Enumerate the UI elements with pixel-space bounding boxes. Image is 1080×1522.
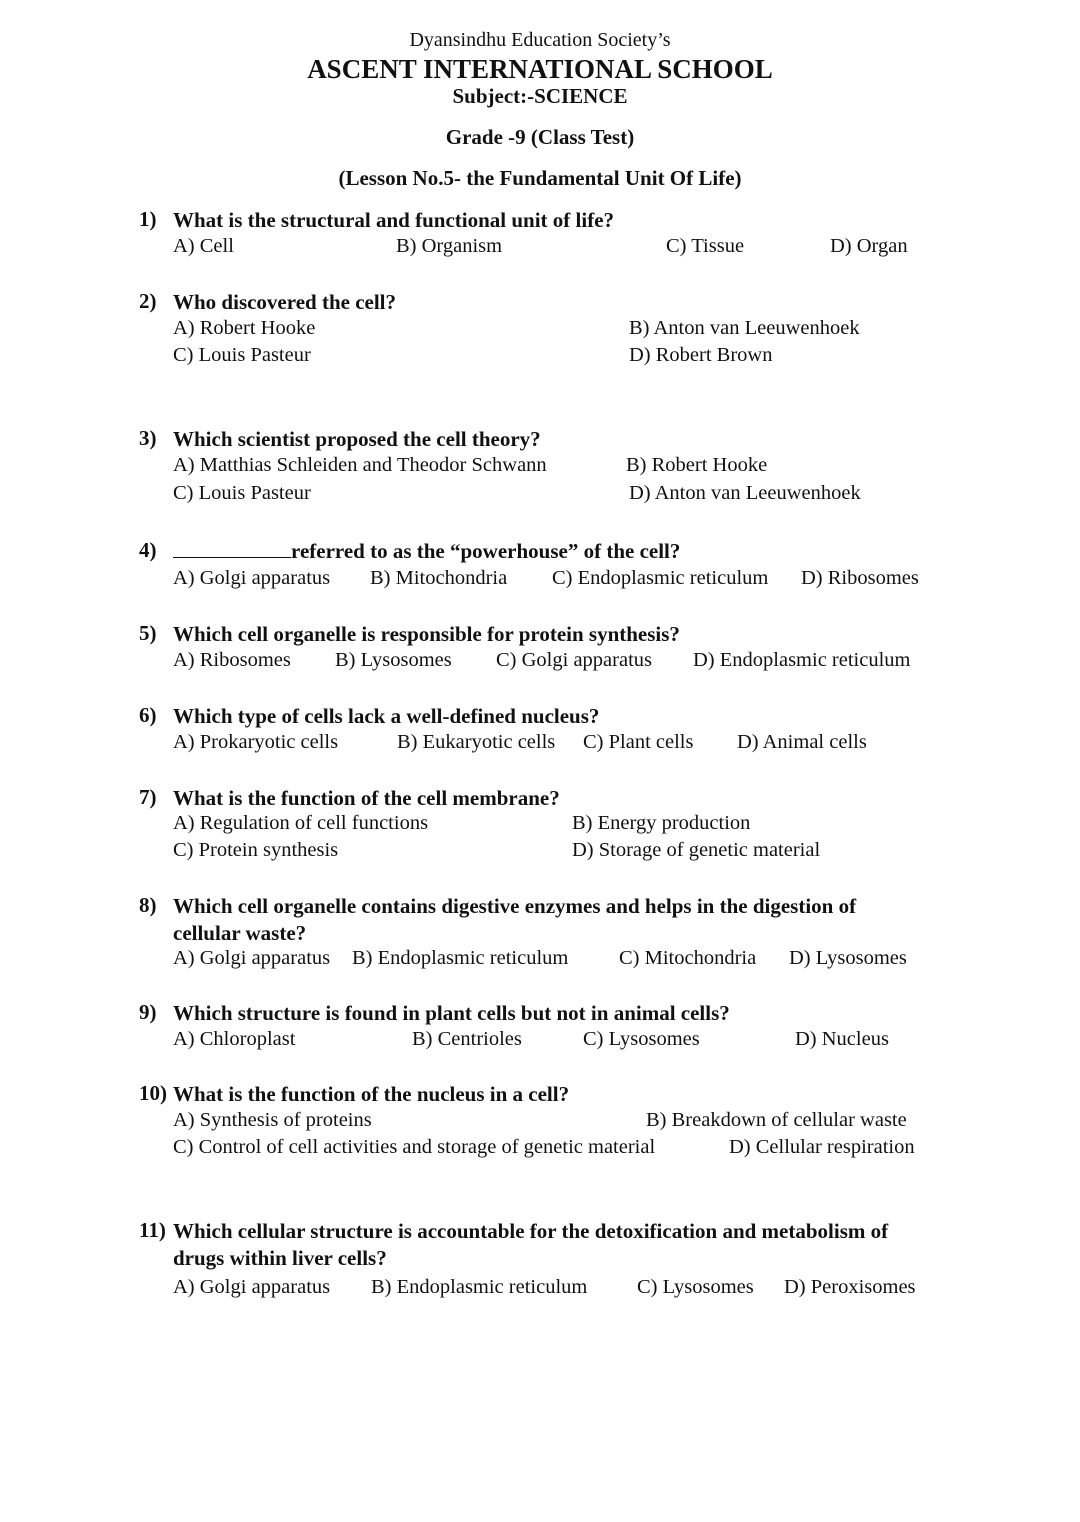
question-number: 2)	[139, 289, 157, 313]
option-a: A) Regulation of cell functions	[173, 812, 429, 834]
option-d: D) Cellular respiration	[729, 1136, 915, 1158]
option-b: B) Robert Hooke	[626, 454, 768, 476]
question-number: 5)	[139, 621, 157, 645]
option-d: D) Robert Brown	[629, 344, 773, 366]
option-b: B) Mitochondria	[370, 567, 508, 589]
option-c: C) Endoplasmic reticulum	[552, 567, 769, 589]
option-c: C) Plant cells	[583, 731, 694, 753]
option-b: B) Eukaryotic cells	[397, 731, 556, 753]
option-d: D) Organ	[830, 235, 908, 257]
question-number: 8)	[139, 893, 157, 917]
option-c: C) Louis Pasteur	[173, 482, 311, 504]
option-a: A) Ribosomes	[173, 649, 291, 671]
question-text-row	[173, 538, 933, 565]
question-text: Which structure is found in plant cells but not in animal cells?	[173, 1001, 730, 1025]
option-a: A) Prokaryotic cells	[173, 731, 339, 753]
option-c: C) Control of cell activities and storage of genetic material	[173, 1136, 656, 1158]
option-d: D) Peroxisomes	[784, 1276, 916, 1298]
option-b: B) Centrioles	[412, 1028, 522, 1050]
question-text: Which cell organelle contains digestive enzymes and helps in the digestion of cellular waste?	[173, 894, 857, 945]
option-a: A) Robert Hooke	[173, 317, 316, 339]
option-d: D) Animal cells	[737, 731, 867, 753]
option-a: A) Golgi apparatus	[173, 947, 331, 969]
option-d: D) Nucleus	[795, 1028, 889, 1050]
question-text: Which cell organelle is responsible for protein synthesis?	[173, 622, 680, 646]
question-number: 4)	[139, 538, 157, 562]
option-d: D) Endoplasmic reticulum	[693, 649, 911, 671]
option-a: A) Golgi apparatus	[173, 1276, 331, 1298]
question-number: 9)	[139, 1000, 157, 1024]
question-text: What is the function of the cell membrane?	[173, 786, 560, 810]
option-b: B) Anton van Leeuwenhoek	[629, 317, 860, 339]
question-text: Who discovered the cell?	[173, 290, 397, 314]
lesson-line: (Lesson No.5- the Fundamental Unit Of Life)	[338, 166, 742, 190]
option-b: B) Endoplasmic reticulum	[352, 947, 569, 969]
question-text: What is the function of the nucleus in a cell?	[173, 1082, 570, 1106]
question-number: 3)	[139, 426, 157, 450]
option-c: C) Protein synthesis	[173, 839, 339, 861]
question-number: 1)	[139, 207, 157, 231]
question-text: Which cellular structure is accountable for the detoxification and metabolism of drugs within liver cells?	[173, 1219, 889, 1270]
question-text: Which type of cells lack a well-defined nucleus?	[173, 704, 600, 728]
option-c: C) Golgi apparatus	[496, 649, 652, 671]
option-a: A) Synthesis of proteins	[173, 1109, 372, 1131]
option-a: A) Cell	[173, 235, 234, 257]
option-c: C) Tissue	[666, 235, 745, 257]
question-text: What is the structural and functional unit of life?	[173, 208, 615, 232]
option-d: D) Lysosomes	[789, 947, 907, 969]
option-b: B) Breakdown of cellular waste	[646, 1109, 907, 1131]
subject-line: Subject:-SCIENCE	[452, 84, 628, 108]
option-c: C) Lysosomes	[583, 1028, 700, 1050]
grade-line: Grade -9 (Class Test)	[445, 125, 635, 149]
option-b: B) Organism	[396, 235, 503, 257]
option-c: C) Lysosomes	[637, 1276, 754, 1298]
school-name: ASCENT INTERNATIONAL SCHOOL	[307, 54, 773, 84]
answer-blank	[173, 539, 291, 558]
question-number: 7)	[139, 785, 157, 809]
question-text: Which scientist proposed the cell theory?	[173, 427, 541, 451]
option-a: A) Golgi apparatus	[173, 567, 331, 589]
option-c: C) Louis Pasteur	[173, 344, 311, 366]
society-name: Dyansindhu Education Society’s	[409, 29, 671, 51]
option-d: D) Storage of genetic material	[572, 839, 821, 861]
option-d: D) Anton van Leeuwenhoek	[629, 482, 861, 504]
option-b: B) Lysosomes	[335, 649, 452, 671]
question-text: referred to as the “powerhouse” of the cell?	[291, 539, 681, 563]
option-a: A) Matthias Schleiden and Theodor Schwann	[173, 454, 547, 476]
question-number: 10)	[139, 1081, 167, 1105]
question-number: 6)	[139, 703, 157, 727]
option-b: B) Energy production	[572, 812, 751, 834]
option-b: B) Endoplasmic reticulum	[371, 1276, 588, 1298]
option-a: A) Chloroplast	[173, 1028, 296, 1050]
question-number: 11)	[139, 1218, 166, 1242]
option-c: C) Mitochondria	[619, 947, 757, 969]
option-d: D) Ribosomes	[801, 567, 919, 589]
